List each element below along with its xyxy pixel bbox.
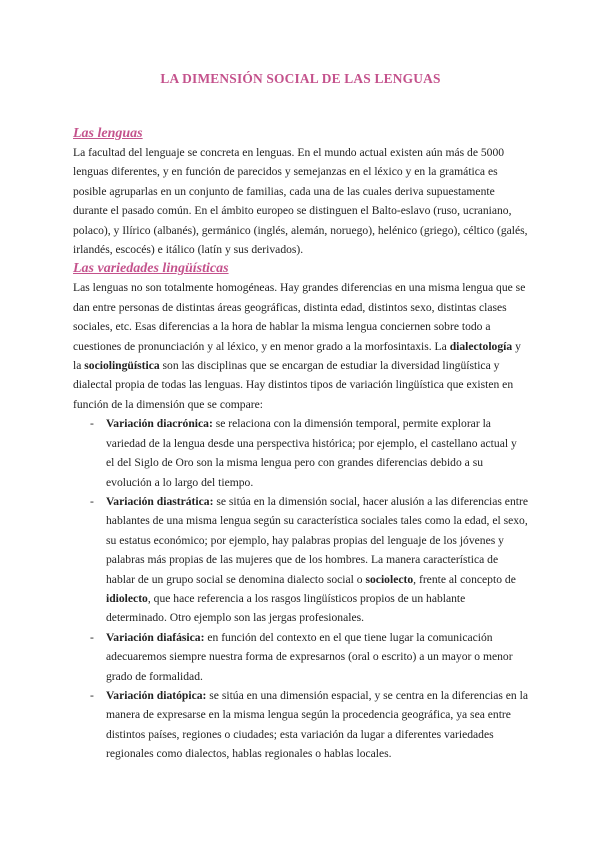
bullet-dash: - [90, 417, 94, 431]
variation-list [73, 414, 528, 763]
bullet-dash: - [90, 494, 94, 508]
item-text: , frente al concepto de [413, 572, 516, 586]
term-diafasica: Variación diafásica: [106, 630, 205, 644]
section-heading-las-lenguas: Las lenguas [73, 126, 143, 141]
bullet-dash: - [90, 688, 94, 702]
paragraph-variedades-intro [73, 278, 528, 414]
section-las-lenguas [73, 124, 528, 259]
item-text: en función del contexto en el que tiene lugar la comunicación adecuaremos siempre nuestra forma de expresarnos (oral o escrito) a un mayor o menor grado de formalidad. [106, 630, 513, 683]
term-diastratica: Variación diastrática: [106, 494, 214, 508]
term-dialectologia: dialectología [449, 339, 513, 353]
list-item-diastratica [73, 492, 528, 628]
list-item-diatopica [73, 686, 528, 764]
paragraph-las-lenguas: La facultad del lenguaje se concreta en lenguas. En el mundo actual existen aún más de 5000 lenguas diferentes, y en función de parecidos y semejanzas en el léxico y en la gramática es posible agruparlas en un conjunto de familias, cada una de las cuales deriva supuestamente durante el pasado común. En el ámbito europeo se distinguen el Balto-eslavo (ruso, ucraniano, polaco), y Ilírico (albanés), germánico (inglés, alemán, noruego), helénico (griego), céltico (galés, irlandés, escocés) e itálico (latín y sus derivados). [73, 146, 528, 257]
intro-text: son las disciplinas que se encargan de estudiar la diversidad lingüística y dialectal propia de todas las lenguas. Hay distintos tipos de variación lingüística que existen en función de la dimensión que se compare: [73, 359, 514, 411]
section-heading-variedades: Las variedades lingüísticas [73, 261, 229, 277]
bullet-dash: - [90, 630, 94, 644]
term-diacronica: Variación diacrónica: [106, 417, 213, 431]
list-item-diacronica [73, 414, 528, 492]
item-text: se sitúa en una dimensión espacial, y se centra en la diferencias en la manera de expresarse en la misma lengua según la procedencia geográfica, ya sea entre distintos países, regiones o ciudades; esta variación da lugar a diferentes variedades regionales como dialectos, hablas regionales o hablas locales. [106, 688, 528, 761]
term-idiolecto: idiolecto [106, 591, 148, 605]
page-title: LA DIMENSIÓN SOCIAL DE LAS LENGUAS [160, 71, 441, 86]
item-text: se relaciona con la dimensión temporal, permite explorar la variedad de la lengua desde una perspectiva histórica; por ejemplo, el castellano actual y el del Siglo de Oro son la misma lengua pero con grandes diferencias debido a su evolución a lo largo del tiempo. [106, 417, 517, 489]
intro-text: y la [73, 339, 521, 373]
section-variedades [73, 259, 528, 763]
document-page [73, 70, 528, 764]
term-diatopica: Variación diatópica: [106, 688, 207, 702]
term-sociolecto: sociolecto [365, 572, 414, 586]
item-text: se sitúa en la dimensión social, hacer alusión a las diferencias entre hablantes de una misma lengua según su característica sociales tales como la edad, el sexo, su estatus económico; por ejemplo, hay palabras propias del lenguaje de los jóvenes y palabras más propias de las mujeres que de los hombres. La manera característica de hablar de un grupo social se denomina dialecto social o [106, 494, 528, 586]
term-sociolinguistica: sociolingüística [84, 359, 160, 373]
intro-text: Las lenguas no son totalmente homogéneas. Hay grandes diferencias en una misma lengua que se dan entre personas de distintas áreas geográficas, distinta edad, distintos sexo, distintas clases sociales, etc. Esas diferencias a la hora de hablar la misma lengua conciernen sobre todo a cuestiones de pronunciación y al léxico, y en menor grado a la morfosintaxis. La [73, 281, 526, 353]
list-item-diafasica [73, 628, 528, 686]
item-text: , que hace referencia a los rasgos lingüísticos propios de un hablante determinado. Otro ejemplo son las jergas profesionales. [106, 591, 466, 625]
